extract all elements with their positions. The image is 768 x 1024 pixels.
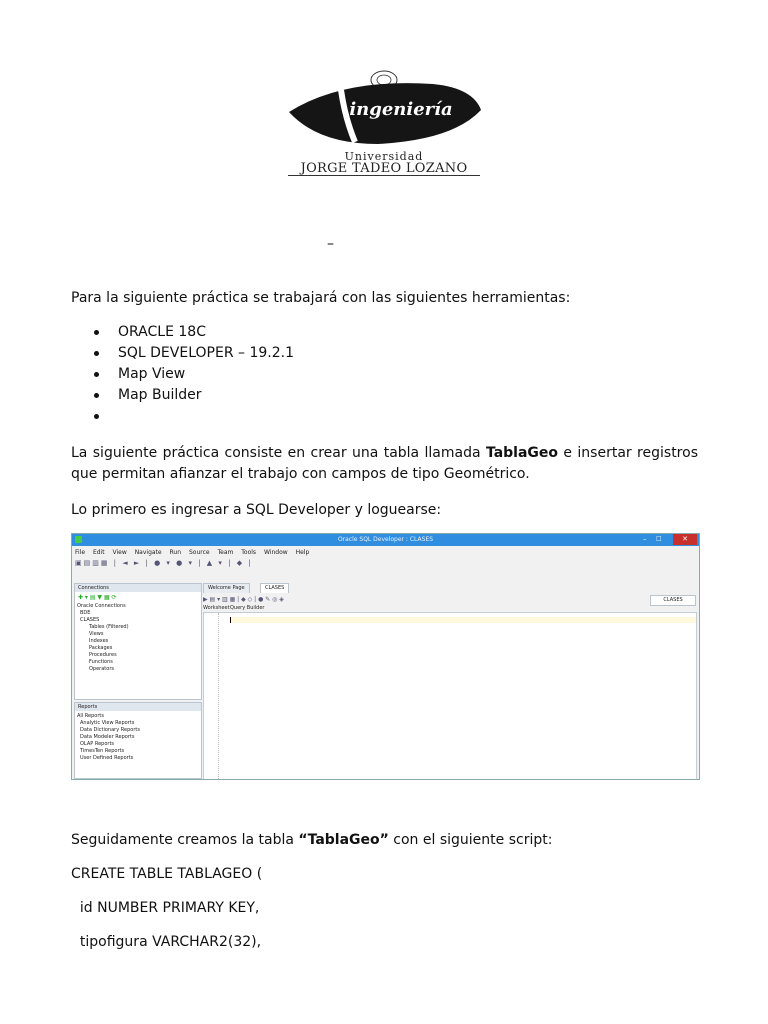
menu-view: View <box>112 549 127 556</box>
bullet-icon <box>94 330 99 335</box>
main-toolbar: ▣▤▥▦ | ◄ ► | ● ▾ ● ▾ | ▲ ▾ | ◆ | <box>75 559 253 567</box>
logo-university-label: Universidad <box>344 150 424 163</box>
list-item: Map Builder <box>71 385 294 406</box>
list-item: ORACLE 18C <box>71 322 294 343</box>
subtab-query-builder: Query Builder <box>230 605 265 611</box>
dash-mark: – <box>327 236 334 252</box>
maximize-icon: □ <box>656 535 662 542</box>
add-connection-icon: ✚ ▾ ▤ ▼ ▦ ⟳ <box>78 594 117 601</box>
university-logo <box>283 68 485 178</box>
code-line-1: CREATE TABLE TABLAGEO ( <box>71 866 263 882</box>
logo-divider <box>288 175 480 176</box>
table-name-quoted: “TablaGeo” <box>298 832 389 848</box>
bullet-icon <box>94 372 99 377</box>
reports-title: Reports <box>75 703 201 711</box>
bullet-icon <box>94 393 99 398</box>
menu-navigate: Navigate <box>134 549 162 556</box>
list-item: SQL DEVELOPER – 19.2.1 <box>71 343 294 364</box>
menu-team: Team <box>217 549 234 556</box>
menu-window: Window <box>263 549 288 556</box>
menu-file: File <box>75 549 86 556</box>
code-line-2: id NUMBER PRIMARY KEY, <box>71 900 260 916</box>
subtab-worksheet: Worksheet <box>203 605 230 611</box>
sql-worksheet-editor <box>203 612 697 780</box>
current-line-highlight <box>229 617 696 623</box>
code-line-3: tipofigura VARCHAR2(32), <box>71 934 262 950</box>
menu-run: Run <box>169 549 182 556</box>
logo-university-name: JORGE TADEO LOZANO <box>300 161 468 176</box>
script-intro-paragraph: Seguidamente creamos la tabla “TablaGeo” con el siguiente script: <box>71 832 553 848</box>
minimize-icon: – <box>643 535 647 543</box>
connection-selector: CLASES <box>650 595 696 606</box>
menu-edit: Edit <box>92 549 105 556</box>
menu-bar <box>75 549 315 556</box>
intro-paragraph: Para la siguiente práctica se trabajará con las siguientes herramientas: <box>71 290 571 306</box>
reports-tree: All Reports Analytic View Reports Data Dictionary Reports Data Modeler Reports OLAP Reports TimesTen Reports User Defined Reports <box>77 713 140 761</box>
bullet-icon <box>94 351 99 356</box>
list-item: Map View <box>71 364 294 385</box>
tab-clases: CLASES <box>260 583 289 593</box>
editor-toolbar: ▶ ▤ ▾ ▥ ▦ | ◆ ◇ | ● ✎ ◎ ◈ <box>203 596 284 603</box>
sql-developer-screenshot <box>71 533 700 780</box>
editor-gutter <box>218 613 219 779</box>
list-item <box>71 406 294 427</box>
logo-brand-text: ingeniería <box>349 99 453 120</box>
logo-emblem <box>283 68 485 150</box>
menu-help: Help <box>295 549 310 556</box>
tab-welcome-page: Welcome Page <box>203 583 250 593</box>
bullet-icon <box>94 414 99 419</box>
connections-panel <box>74 583 202 700</box>
reports-panel <box>74 702 202 779</box>
close-icon: ✕ <box>673 534 697 545</box>
menu-tools: Tools <box>241 549 257 556</box>
text-caret <box>230 617 231 623</box>
login-paragraph: Lo primero es ingresar a SQL Developer y loguearse: <box>71 502 442 518</box>
table-name: TablaGeo <box>485 445 559 461</box>
connections-tree: Oracle Connections BDE CLASES Tables (Filtered) Views Indexes Packages Procedures Functions Operators <box>77 603 129 672</box>
window-titlebar <box>72 534 699 546</box>
practice-paragraph: La siguiente práctica consiste en crear una tabla llamada TablaGeo e insertar registros que permitan afianzar el trabajo con campos de tipo Geométrico. <box>71 445 698 482</box>
menu-source: Source <box>188 549 210 556</box>
connections-title: Connections <box>75 584 201 592</box>
window-title: Oracle SQL Developer : CLASES <box>337 536 434 543</box>
tools-list <box>71 322 294 427</box>
